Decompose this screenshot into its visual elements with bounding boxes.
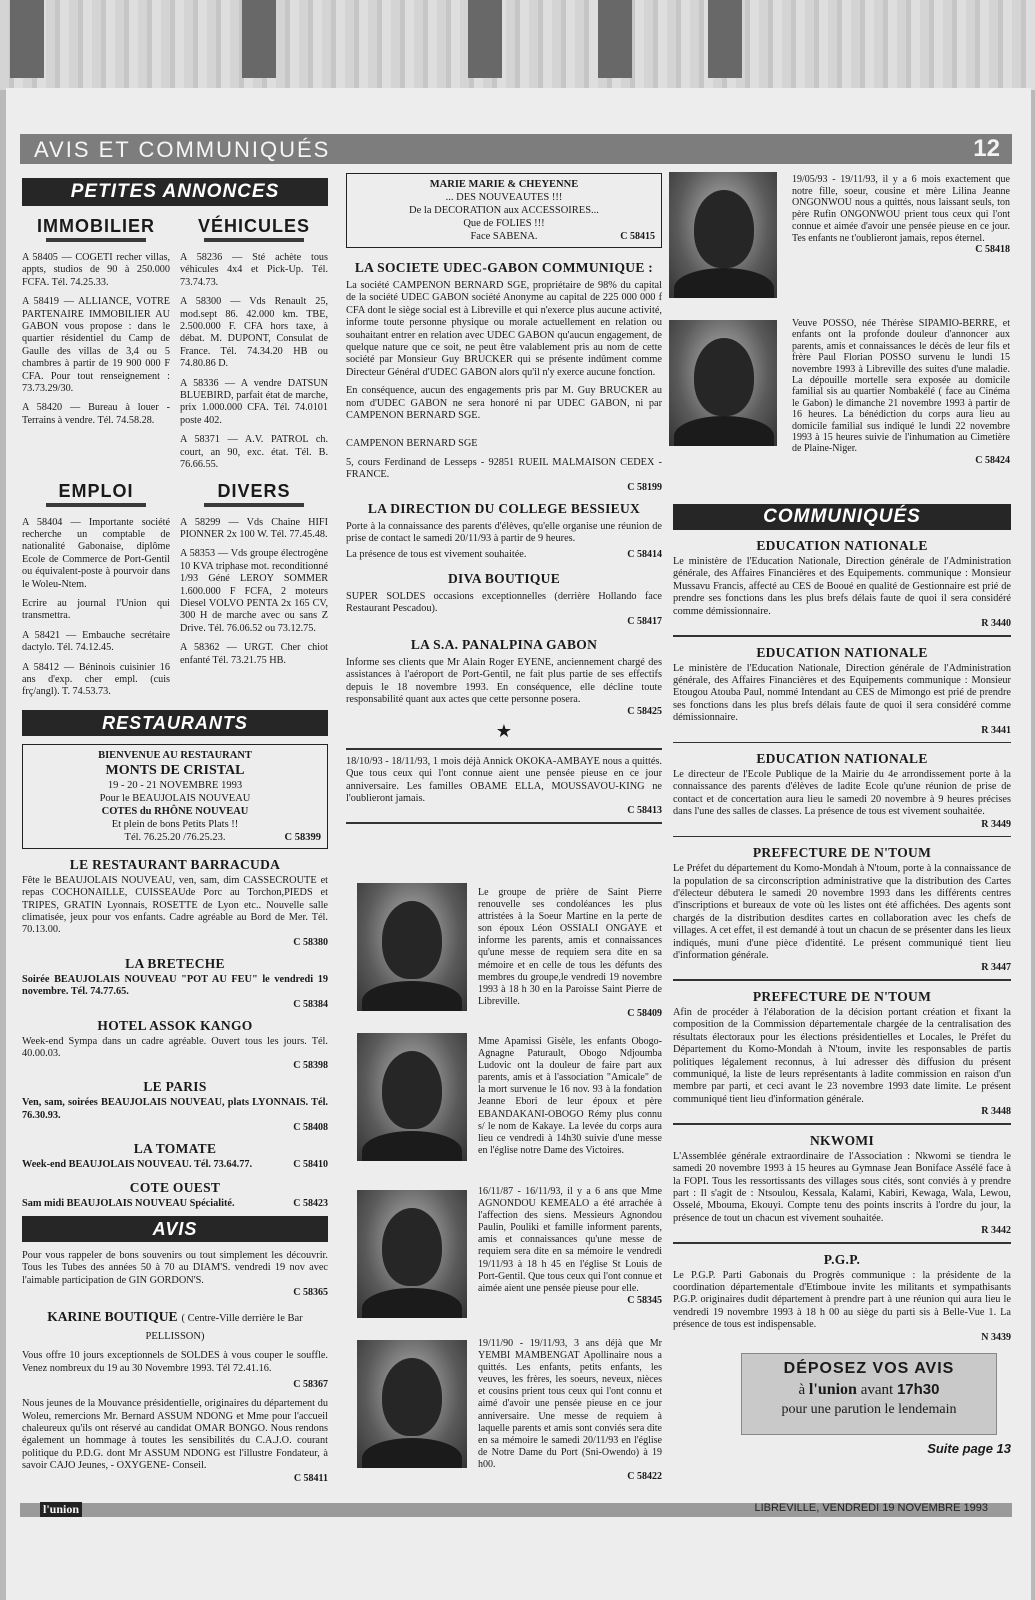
ongonwou-notice [792,174,1010,255]
scan-top-margin [0,0,1035,90]
right-column [673,504,1011,1456]
immobilier-title: IMMOBILIER [37,216,155,236]
deposez-deadline [742,1381,996,1399]
assok-ref: C 58398 [293,1060,328,1072]
divider [204,503,304,507]
divider [673,979,1011,981]
ossiali-notice [478,887,662,1019]
assok-text: Week-end Sympa dans un cadre agréable. Ouvert tous les jours. Tél. 40.00.03. [22,1035,328,1060]
diva-text: SUPER SOLDES occasions exceptionnelles (derrière Hollando face Restaurant Pescadou). [346,590,662,615]
posso-notice [792,318,1010,466]
divider [673,1123,1011,1125]
star-separator: ★ [495,721,513,742]
scan-mark [708,0,742,78]
middle-column [346,173,662,830]
barracuda-text: Fête le BEAUJOLAIS NOUVEAU, ven, sam, dim CASSECROUTE et repas COCHONAILLE, CUISSEAUde Porc au Torchon,PIEDS et TRIPES, GRATIN Lyonnais, ROSETTE de Lyon etc.. Nouvelle salle climatisée, jeux pour vos enfants. Cadre agréable au Bord de Mer. Tél. 70.13.00. [22,874,328,936]
classified-ad: A 58300 — Vds Renault 25, mod.sept 86. 42.000 km. TBE, 2.500.000 F. CFA hors taxe, à débat. M. DUPONT, Consulat de France. Tél. 74.34.20 HB ou 74.80.86 D. [180,296,328,370]
page-footer [20,1503,1012,1517]
ad-line: ... DES NOUVEAUTES !!! [445,192,563,203]
bessieux-text: Porte à la connaissance des parents d'élèves, qu'elle organise une réunion de prise de contact le samedi 20/11/93 à partir de 9 heures. [346,520,662,545]
udec-address: 5, cours Ferdinand de Lesseps - 92851 RUEIL MALMAISON CEDEX - FRANCE. [346,456,662,481]
tomate-title: LA TOMATE [133,1141,217,1157]
scan-mark [10,0,44,78]
pgp-title: P.G.P. [823,1251,861,1267]
classified-ad: A 58420 — Bureau à louer - Terrains à vendre. Tél. 74.58.28. [22,402,170,426]
pgp-ref: N 3439 [981,1331,1011,1343]
portrait-photo [669,320,777,446]
ad-title: MARIE MARIE & CHEYENNE [429,179,579,190]
classified-ad: A 58419 — ALLIANCE, VOTRE PARTENAIRE IMMOBILIER AU GABON vous propose : dans le quartier résidentiel du Camp de Gaulle des villas de 3,4 ou 5 chambres à partir de 19 900 000 F CFA. Pour tout renseignement : 73.73.29/30. [22,296,170,395]
classified-ad: A 58336 — A vendre DATSUN BLUEBIRD, parfait état de marche, prix 1.000.000 CFA. Tél. 74.0101 poste 402. [180,377,328,426]
portrait-photo [357,1340,467,1468]
ossiali-ref: C 58409 [627,1007,662,1019]
mouvance-text: Nous jeunes de la Mouvance présidentielle, originaires du département du Woleu, remercions Mr. Bernard ASSUM NDONG et Mme pour l'accueil chaleureux qu'ils ont réservé au candidat OMAR BONGO. Nous rendons également un hommage à toutes les sensibilités du C.A.J.O. courant politique du P.D.G. dont Mr ASSUM NDONG est l'illustre Fondateur, à savoir CAJO Jeunes, - OXYGENE- Conseil. [22,1398,328,1472]
divider [673,836,1011,838]
education-ref: R 3449 [981,818,1011,830]
divider [46,503,146,507]
breteche-ref: C 58384 [293,998,328,1010]
scan-mark [598,0,632,78]
mouvance-ref: C 58411 [293,1472,328,1484]
divider [673,635,1011,637]
ebandakani-text: Mme Apamissi Gisèle, les enfants Obogo-Agnagne Paturault, Obogo Ndjoumba Ludovic ont la douleur de faire part aux parents, amis et à l'association "Amicale" de la mort survenue le 16 nov. 93 à la fondation Jeanne Ebori de leur époux et père EBANDAKANI-OBOGO Rémy plus connu s/ le nom de Kakaye. La levée du corps aura lieu ce vendredi à 14h30 suivie d'une messe en l'église notre Dame des Victoires. [478,1036,662,1156]
avis-text: Pour vous rappeler de bons souvenirs ou tout simplement les découvrir. Tous les Tubes des années 50 à 70 au DIAM'S. vendredi 19 nov avec l'aimable participation de GIN GORDON'S. [22,1250,328,1286]
left-column [22,178,328,1484]
kemealo-text: 16/11/87 - 16/11/93, il y a 6 ans que Mme AGNONDOU KEMEALO a été arrachée à l'affection des siens. Messieurs Agnondou Paulin, Pouliki et famille informent parents, amis et connaissances qu'une messe de requiem sera dite en sa mémoire le vendredi 19/11/93 à 18 h 45 en l'église St Louis de Port-Gentil. Que tous ceux qui l'ont connue et aimée aient une pensée pieuse pour elle. [478,1186,662,1294]
nkwomi-ref: R 3442 [981,1225,1011,1237]
page-number: 12 [973,135,1000,162]
portrait-photo [357,1033,467,1161]
avis-ref: C 58365 [293,1287,328,1299]
karine-text: Vous offre 10 jours exceptionnels de SOLDES à vous couper le souffle. Venez nombreux du 19 au 30 Novembre 1993. Tél 72.41.16. [22,1350,328,1374]
udec-title: LA SOCIETE UDEC-GABON COMMUNIQUE : [354,260,654,275]
paris-title: LE PARIS [143,1079,207,1095]
immobilier-section [22,216,170,479]
ongonwou-text: 19/05/93 - 19/11/93, il y a 6 mois exactement que notre fille, soeur, cousine et mère Lilina Jeanne ONGONWOU nous a quittés, nous laissant seuls, ton père Rufin ONGONWOU prient tous ceux qui l'ont connue et aimée d'avoir une pensée pieuse en ce jour. Tes enfants ne t'oublieront jamais, repos éternel. [792,174,1010,244]
monts-de-cristal-ad [22,744,328,849]
karine-subtitle: ( Centre-Ville derrière le Bar PELLISSON) [145,1313,303,1343]
ad-line: 19 - 20 - 21 NOVEMBRE 1993 [107,779,243,791]
ad-line: Pour le BEAUJOLAIS NOUVEAU [99,792,251,804]
marie-cheyenne-ad [346,173,662,248]
ad-line: Que de FOLIES !!! [463,218,545,229]
udec-paragraph: La société CAMPENON BERNARD SGE, propriétaire de 98% du capital de la société UDEC GABON société Anonyme au capital de 225 000 000 f CFA dont le siège social est à Libreville et qui n'exerce plus aucune activité, informe toute personne physique ou morale actuellement en relation ou souhaitant entrer en relation avec UDEC GABON qu'aucun engagement, de quelque nature que ce soit, ne peut être valablement pris au nom de cette société par Monsieur Guy BRUCKER qui se présente indûment comme Directeur Général d'UDEC GABON alors qu'il n'y exerce aucune fonction. [346,280,662,378]
classified-ad: A 58404 — Importante société recherche un comptable de nationalité Gabonaise, diplôme Ecole de Commerce de Port-Gentil ou équivalent-poste à pourvoir dans le Woleu-Ntem. [22,516,170,590]
ad-line: Face SABENA. [470,231,538,242]
cote-ouest-text: Sam midi BEAUJOLAIS NOUVEAU Spécialité. [22,1197,235,1209]
karine-ref: C 58367 [293,1379,328,1391]
diva-ref: C 58417 [627,615,662,627]
avis-banner: AVIS [22,1216,328,1242]
classified-ad: A 58421 — Embauche secrétaire dactylo. Tél. 74.12.45. [22,629,170,654]
ad-phone: Tél. 76.25.20 /76.25.23. [124,831,226,843]
tomate-ref: C 58410 [293,1159,328,1171]
newspaper-logo: l'union [40,1502,82,1517]
classified-ad: A 58236 — Sté achète tous véhicules 4x4 et Pick-Up. Tél. 73.74.73. [180,252,328,288]
cote-ouest-ref: C 58423 [293,1197,328,1209]
breteche-title: LA BRETECHE [125,955,225,971]
barracuda-title: LE RESTAURANT BARRACUDA [69,856,281,872]
okoka-text: 18/10/93 - 18/11/93, 1 mois déjà Annick OKOKA-AMBAYE nous a quittés. Que tous ceux qui l'ont connue aient une pensée pieuse en ce jour anniversaire. Les familles OBAME ELLA, MOUSSAVOU-KING ne l'oublieront jamais. [346,755,662,805]
emploi-section [22,481,170,706]
kemealo-ref: C 58345 [627,1294,662,1306]
prefecture-title: PREFECTURE DE N'TOUM [752,845,932,861]
udec-paragraph: En conséquence, aucun des engagements pris par M. Guy BRUCKER au nom d'UDEC GABON ne sera honoré ni par UDEC GABON, ni par CAMPENON BERNARD SGE. [346,385,662,422]
nkwomi-text: L'Assemblée générale extraordinaire de l'Association : Nkwomi se tiendra le samedi 20 novembre 1993 à 15 heures au Gymnase Jean Boniface Assélé face à la FOPI. Tous les ressortissants des villages sous cités, sont conviés à y prendre part : Il s'agit de : Ntsoulou, Kessala, Kalami, Kabiri, Kewaga, Wala, Lewou, Osselé, Mbouma, Ekouyi. Compte tenu des points inscrits à l'ordre du jour, la présence de tout un chacun est vivement souhaitée. [673,1150,1011,1224]
ebandakani-notice [478,1036,662,1157]
education-text: Le ministère de l'Education Nationale, Direction générale de l'Administration générale, des Affaires Financières et des Equipements. communique : Monsieur Mussavu Francis, affecté au CES de Booué en qualité de Gestionnaire est prié de prendre ses fonctions dans les plus brefs délais faute de quoi il sera considéré comme démissionnaire. [673,556,1011,617]
ongonwou-ref: C 58418 [975,244,1010,256]
portrait-photo [669,172,777,298]
petites-annonces-banner: PETITES ANNONCES [22,178,328,206]
vehicules-section [180,216,328,479]
restaurants-banner: RESTAURANTS [22,710,328,736]
paris-text: Ven, sam, soirées BEAUJOLAIS NOUVEAU, plats LYONNAIS. Tél. 76.30.93. [22,1097,328,1121]
education-text: Le directeur de l'Ecole Publique de la Mairie du 4e arrondissement porte à la connaissance des parents d'élèves de ladite Ecole qu'une réunion de prise de contact et de concertation aura lieu le samedi 20 novembre à 9 heures précises dans l'une des salles de classes. La présence de tous est vivement souhaitée. [673,769,1011,818]
classified-ad: A 58371 — A.V. PATROL ch. court, an 90, exc. état. Tél. B. 76.66.55. [180,434,328,471]
classified-ad: A 58412 — Béninois cuisinier 16 ans d'exp. cher empl. (cuis frç/angl). T. 74.53.73. [22,661,170,698]
diva-title: DIVA BOUTIQUE [447,570,561,586]
section-header [20,134,1012,164]
divider [204,238,304,242]
prefecture-text: Le Préfet du département du Komo-Mondah à N'toum, porte à la connaissance de la population de sa circonscription administrative que la distribution des Cartes d'électeur débutera le samedi 20 novembre 1993 dans les différents centres d'inscriptions et bureaux de vote où les listes ont été affichées. Des agents sont chargés de la distribution desdites cartes en collaboration avec les chefs de villages. A cet effet, il est demandé à tout un chacun de se présenter dans les lieux indiqués, muni d'une pièce d'identité. Le présent communiqué tient lieu d'information générale. [673,863,1011,962]
footer-dateline: LIBREVILLE, VENDREDI 19 NOVEMBRE 1993 [754,1502,988,1514]
tomate-text: Week-end BEAUJOLAIS NOUVEAU. Tél. 73.64.77. [22,1159,253,1171]
deposez-subtitle: pour une parution le lendemain [781,1401,957,1417]
ad-line: COTES du RHÔNE NOUVEAU [101,805,249,817]
deposez-time: 17h30 [896,1380,940,1398]
posso-text: Veuve POSSO, née Thérèse SIPAMIO-BERRE, et enfants ont la profonde douleur d'annoncer aux parents, amis et connaissances le décès de leur fils et frère Paul Florian POSSO survenu le lundi 15 novembre 1993 à Libreville des suites d'une maladie. La dépouille mortelle sera exposée au domicile familial sis au quartier Nombakélé ( face au Cinéma le Gabon) le dimanche 21 novembre 1993 à partir de 16 heures. La bénédiction du corps aura lieu au domicile familial sus indiqué le lundi 22 novembre 1993 à 15 heures suivie de l'inhumation au Cimetière de Plaine-Niger. [792,318,1010,455]
classified-ad: A 58299 — Vds Chaine HIFI PIONNER 2x 100 W. Tél. 77.45.48. [180,516,328,540]
scan-mark [468,0,502,78]
udec-ref: C 58199 [627,481,662,493]
cote-ouest-title: COTE OUEST [129,1179,221,1195]
udec-signature: CAMPENON BERNARD SGE [346,438,478,450]
ad-title: MONTS DE CRISTAL [105,762,245,778]
communiques-banner: COMMUNIQUÉS [673,504,1011,530]
ossiali-text: Le groupe de prière de Saint Pierre renouvelle ses condoléances les plus attristées à la Soeur Martine en la perte de son époux Léon OSSIALI ONGAYE et informe les parents, amis et connaissances qu'une messe de requiem sera dite en sa mémoire et en celle de tous les défunts des membres du groupe,le vendredi 19 novembre 1993 à 18 h 30 en la Paroisse Saint Pierre de Libreville. [478,887,662,1007]
prefecture-ref: R 3448 [981,1106,1011,1118]
posso-ref: C 58424 [975,454,1010,466]
classified-ad: A 58362 — URGT. Cher chiot enfanté Tél. 73.21.75 HB. [180,642,328,666]
panalpina-text: Informe ses clients que Mr Alain Roger EYENE, anciennement chargé des assistances à l'aéroport de Port-Gentil, ne fait plus partie de ses effectifs depuis le 18 novembre 1993. En conséquence, elle décline toute responsabilité quant aux actes que cette personne posera. [346,656,662,705]
bessieux-ref: C 58414 [627,548,662,560]
emploi-title: EMPLOI [58,480,134,501]
nkwomi-title: NKWOMI [809,1132,875,1148]
ad-line: BIENVENUE AU RESTAURANT [98,749,252,761]
prefecture-title: PREFECTURE DE N'TOUM [752,988,932,1004]
divider [346,748,662,750]
karine-title: KARINE BOUTIQUE [47,1309,178,1325]
education-text: Le ministère de l'Education Nationale, Direction générale de l'Administration générale, des Affaires Financières et des Equipements communique : Monsieur Etougou Atouba Paul, nommé Intendant au CES de Mimongo est prié de prendre ses fonctions dans les plus brefs délais faute de quoi il sera considéré comme démissionnaire. [673,662,1011,724]
panalpina-ref: C 58425 [627,706,662,718]
deposez-avis-box [741,1353,997,1435]
deposez-title: DÉPOSEZ VOS AVIS [783,1359,955,1377]
deposez-word: à [798,1381,806,1398]
panalpina-title: LA S.A. PANALPINA GABON [410,636,598,652]
divers-section [180,481,328,706]
ad-ref: C 58399 [284,831,321,843]
mambengat-ref: C 58422 [627,1471,662,1483]
pgp-text: Le P.G.P. Parti Gabonais du Progrès communique : la présidente de la coordination départementale d'Etimboue invite les militants et sympathisants P.G.P. originaires dudit département à prendre part à une réunion qui aura lieu le vendredi 19 novembre 1993 à 18 h 00 au siège du parti sis à Belle-Vue 1. La présence de tous est indispensable. [673,1269,1011,1331]
prefecture-ref: R 3447 [981,962,1011,974]
assok-title: HOTEL ASSOK KANGO [97,1017,253,1033]
paris-ref: C 58408 [293,1122,328,1134]
mambengat-notice [478,1338,662,1482]
divider [673,1242,1011,1244]
bessieux-text: La présence de tous est vivement souhaitée. [346,548,527,560]
divider [673,742,1011,744]
kemealo-notice [478,1186,662,1306]
union-logo-text: l'union [808,1380,857,1398]
classified-ad: A 58353 — Vds groupe électrogène 10 KVA triphase mot. reconditionné 1/93 Géné LEROY SOMMER 1.600.000 F FCFA, 2 moteurs Diesel VOLVO PENTA 2x 165 CV, 300 H de marche avec ou sans Z Drive. Tél. 76.06.52 ou 73.12.75. [180,548,328,634]
education-ref: R 3441 [981,724,1011,736]
prefecture-text: Afin de procéder à l'élaboration de la décision portant création et fixant la composition de la Commission départementale chargée de la centralisation des résultats électoraux pour les élections présidentielles et Locales, le Préfet du Département du Komo-Mondah à N'toum, invite les responsables de partis politiques légalement reconnus, à lui adresser dès diffusion du présent communiqué, la liste de leurs représentants à ladite commission en raison d'un membre par parti, et ceci avant le 23 novembre 1993 date limite. Le présent communiqué tient lieu d'information générale. [673,1006,1011,1105]
mambengat-text: 19/11/90 - 19/11/93, 3 ans déjà que Mr YEMBI MAMBENGAT Apollinaire nous a quittés. Les enfants, petits enfants, les veuves, les frères, les soeurs, neveux, nièces et cousins prient tous ceux qui l'ont connu et aimé d'avoir une pensée pieuse en ce jour anniversaire. Une messe de requiem à laquelle parents et amis sont conviés sera dite en sa mémoire le samedi 20/11/93 en l'église de Notre Dame du Port (Sni-Owendo) à 19 h00. [478,1338,662,1470]
vehicules-title: VÉHICULES [197,216,311,236]
ad-line: De la DECORATION aux ACCESSOIRES... [409,205,599,216]
education-title: EDUCATION NATIONALE [756,751,928,767]
okoka-ref: C 58413 [627,805,662,817]
scan-mark [242,0,276,78]
education-ref: R 3440 [981,618,1011,630]
education-title: EDUCATION NATIONALE [756,538,928,553]
section-title: AVIS ET COMMUNIQUÉS [34,137,331,162]
bessieux-title: LA DIRECTION DU COLLEGE BESSIEUX [367,500,641,516]
education-title: EDUCATION NATIONALE [756,644,928,660]
barracuda-ref: C 58380 [293,936,328,948]
divider [346,822,662,824]
divers-title: DIVERS [217,480,291,501]
portrait-photo [357,1190,467,1318]
ad-ref: C 58415 [620,231,655,242]
suite-page-link[interactable]: Suite page 13 [927,1440,1011,1456]
divider [46,238,146,242]
deposez-word: avant [860,1381,894,1398]
classified-ad: Ecrire au journal l'Union qui transmettra. [22,597,170,622]
portrait-photo [357,883,467,1011]
ad-line: Et plein de bons Petits Plats !! [111,818,239,830]
breteche-text: Soirée BEAUJOLAIS NOUVEAU "POT AU FEU" le vendredi 19 novembre. Tél. 74.77.65. [22,973,328,998]
classified-ad: A 58405 — COGETI recher villas, appts, studios de 90 à 250.000 FCFA. Tél. 74.25.33. [22,252,170,288]
